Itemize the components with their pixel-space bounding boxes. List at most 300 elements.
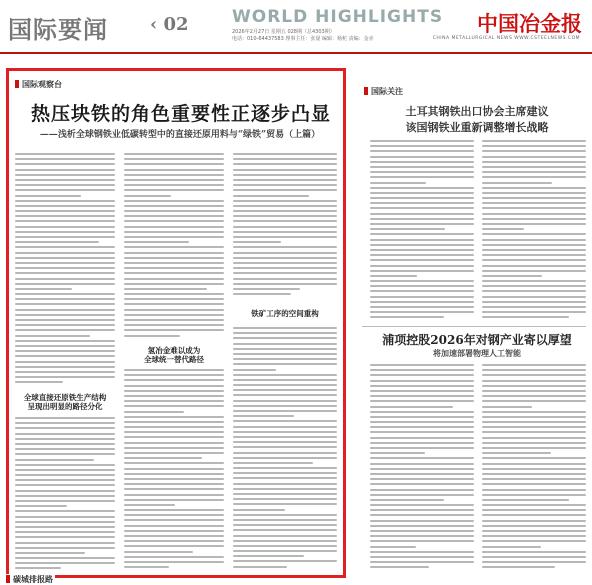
text-line (482, 140, 586, 142)
text-line (482, 161, 586, 163)
text-line (482, 442, 586, 444)
text-line (370, 364, 474, 366)
text-line (15, 278, 115, 280)
text-line (124, 293, 224, 295)
text-line (233, 369, 276, 371)
text-line (124, 499, 224, 501)
text-line (482, 431, 586, 433)
text-line (15, 542, 115, 544)
text-line (15, 448, 115, 450)
text-line (233, 477, 337, 479)
text-line (15, 531, 115, 533)
feature-subheadline: ——浅析全球钢铁业低碳转型中的直接还原用料与“绿铁”贸易（上篇） (39, 130, 321, 140)
body-text-col1-b (15, 417, 115, 573)
text-line (233, 158, 337, 160)
text-line (233, 498, 337, 500)
text-line (370, 416, 474, 418)
text-line (233, 226, 337, 228)
text-line (124, 411, 184, 413)
text-line (124, 509, 224, 511)
text-line (482, 457, 586, 459)
text-line (15, 169, 115, 171)
issue-info (232, 29, 374, 43)
text-line (233, 169, 337, 171)
text-line (482, 416, 586, 418)
text-line (370, 504, 474, 506)
text-line (124, 494, 224, 496)
text-line (124, 452, 224, 454)
text-line (15, 174, 115, 176)
text-line (15, 453, 115, 455)
text-line (233, 262, 337, 264)
text-line (482, 207, 586, 209)
text-line (233, 153, 337, 155)
text-line (233, 189, 337, 191)
text-line (124, 514, 224, 516)
text-line (15, 567, 61, 569)
text-line (124, 379, 224, 381)
text-line (482, 520, 586, 522)
text-line (482, 301, 586, 303)
text-line (124, 246, 224, 248)
text-line (233, 389, 337, 391)
text-line (15, 309, 115, 311)
text-line (482, 275, 542, 277)
text-line (370, 400, 474, 402)
text-line (370, 275, 417, 277)
text-line (15, 521, 115, 523)
text-line (124, 462, 224, 464)
text-line (124, 504, 175, 506)
text-line (482, 369, 586, 371)
text-line (15, 303, 115, 305)
masthead (0, 0, 592, 54)
text-line (124, 540, 224, 542)
text-line (370, 509, 474, 511)
text-line (370, 290, 474, 292)
text-line (482, 380, 586, 382)
text-line (482, 566, 555, 568)
text-line (233, 488, 337, 490)
text-line (15, 427, 115, 429)
text-line (370, 478, 474, 480)
text-line (482, 145, 586, 147)
text-line (124, 483, 224, 485)
text-line (15, 252, 115, 254)
text-line (124, 457, 202, 459)
text-line (124, 267, 224, 269)
text-line (482, 311, 586, 313)
text-line (482, 156, 586, 158)
text-line (15, 215, 115, 217)
text-line (233, 205, 337, 207)
text-line (370, 525, 474, 527)
text-line (233, 550, 337, 552)
text-line (370, 483, 474, 485)
text-line (15, 189, 115, 191)
text-line (482, 540, 586, 542)
text-line (15, 236, 115, 238)
text-line (124, 369, 224, 371)
text-line (233, 358, 337, 360)
text-line (124, 278, 224, 280)
text-line (233, 446, 337, 448)
text-line (15, 195, 81, 197)
text-line (124, 426, 224, 428)
text-line (15, 552, 85, 554)
text-line (124, 416, 224, 418)
article-posco-subtitle: 将加速部署物理人工智能 (433, 348, 521, 358)
text-line (233, 420, 337, 422)
text-line (15, 220, 115, 222)
text-line (370, 385, 474, 387)
text-line (124, 205, 224, 207)
text-line (233, 452, 337, 454)
newspaper-logo-subtitle: CHINA METALLURGICAL NEWS WWW.CSTEELNEWS.COM (432, 36, 580, 41)
body-text-col2-a (124, 153, 224, 343)
text-line (370, 463, 474, 465)
text-line (124, 335, 180, 337)
text-line (124, 158, 224, 160)
text-line (124, 210, 224, 212)
text-line (482, 166, 586, 168)
text-line (482, 254, 586, 256)
text-line (370, 442, 474, 444)
right-column-tag: 国际关注 (364, 86, 403, 97)
text-line (370, 437, 474, 439)
text-line (233, 278, 337, 280)
text-line (370, 494, 474, 496)
section-title-hydrogen-metallurgy: 氢冶金难以成为 全球统一替代路径 (144, 346, 204, 364)
body-text-col2-b (124, 369, 224, 573)
text-line (15, 241, 99, 243)
text-line (124, 390, 224, 392)
text-line (15, 490, 115, 492)
text-line (482, 437, 586, 439)
text-line (124, 200, 224, 202)
text-line (482, 483, 586, 485)
text-line (15, 433, 115, 435)
text-line (233, 560, 337, 562)
text-line (15, 179, 115, 181)
text-line (233, 384, 337, 386)
text-line (233, 327, 337, 329)
text-line (233, 236, 337, 238)
feature-article[interactable] (6, 68, 346, 578)
text-line (370, 171, 474, 173)
text-line (15, 163, 115, 165)
text-line (15, 283, 115, 285)
text-line (370, 197, 474, 199)
text-line (15, 381, 63, 383)
text-line (233, 215, 337, 217)
text-line (15, 547, 115, 549)
text-line (233, 293, 291, 295)
text-line (482, 556, 586, 558)
text-line (124, 566, 169, 568)
text-line (233, 348, 337, 350)
text-line (124, 556, 224, 558)
text-line (124, 298, 224, 300)
text-line (233, 195, 309, 197)
world-highlights-label: WORLD HIGHLIGHTS (232, 7, 444, 27)
text-line (482, 244, 586, 246)
text-line (15, 474, 115, 476)
text-line (124, 431, 224, 433)
text-line (124, 189, 224, 191)
text-line (15, 536, 115, 538)
text-line (15, 464, 115, 466)
text-line (124, 478, 224, 480)
text-line (233, 246, 337, 248)
text-line (482, 197, 586, 199)
text-line (370, 369, 474, 371)
text-line (482, 223, 586, 225)
article-turkey-text-left (370, 140, 474, 325)
text-line (370, 452, 425, 454)
article-turkey-steel-title[interactable]: 土耳其钢铁出口协会主席建议 该国钢铁业重新调整增长战略 (405, 105, 549, 134)
text-line (15, 526, 115, 528)
text-line (370, 546, 416, 548)
text-line (482, 218, 586, 220)
text-line (15, 355, 115, 357)
text-line (482, 374, 586, 376)
text-line (370, 161, 474, 163)
article-divider (362, 326, 586, 327)
text-line (124, 236, 224, 238)
text-line (233, 457, 337, 459)
text-line (124, 488, 224, 490)
text-line (124, 288, 207, 290)
text-line (370, 306, 474, 308)
text-line (15, 376, 115, 378)
text-line (124, 519, 224, 521)
text-line (15, 272, 115, 274)
text-line (124, 405, 224, 407)
text-line (233, 288, 300, 290)
text-line (233, 410, 337, 412)
text-line (370, 296, 474, 298)
text-line (124, 436, 224, 438)
text-line (370, 499, 444, 501)
text-line (370, 426, 474, 428)
text-line (233, 426, 337, 428)
text-line (370, 468, 474, 470)
feature-headline: 热压块铁的角色重要性正逐步凸显 (30, 103, 331, 125)
text-line (124, 169, 224, 171)
text-line (15, 231, 115, 233)
text-line (370, 421, 474, 423)
text-line (15, 288, 72, 290)
text-line (233, 272, 337, 274)
text-line (124, 283, 224, 285)
text-line (233, 540, 337, 542)
text-line (482, 280, 586, 282)
text-line (15, 153, 115, 155)
text-line (124, 314, 224, 316)
text-line (370, 566, 429, 568)
text-line (233, 483, 337, 485)
text-line (370, 285, 474, 287)
text-line (124, 303, 224, 305)
text-line (233, 436, 337, 438)
text-line (233, 493, 337, 495)
text-line (124, 447, 224, 449)
text-line (370, 187, 474, 189)
text-line (370, 176, 474, 178)
text-line (482, 421, 586, 423)
text-line (482, 290, 586, 292)
text-line (124, 252, 224, 254)
text-line (15, 335, 90, 337)
text-line (370, 254, 474, 256)
text-line (233, 363, 337, 365)
text-line (482, 468, 586, 470)
text-line (482, 364, 586, 366)
text-line (15, 246, 115, 248)
text-line (370, 244, 474, 246)
text-line (370, 182, 426, 184)
text-line (482, 385, 586, 387)
text-line (370, 561, 474, 563)
text-line (370, 447, 474, 449)
text-line (124, 220, 224, 222)
section-title-production-structure: 全球直接还原铁生产结构 呈现出明显的路径分化 (23, 393, 107, 411)
bottom-column-tag: 碳城排报路 (4, 574, 55, 585)
text-line (15, 350, 115, 352)
article-turkey-text-right (482, 140, 586, 325)
text-line (233, 220, 337, 222)
text-line (370, 228, 445, 230)
text-line (482, 192, 586, 194)
issue-line-1: 2026年2月27日 星期五 028期（总4303期） (232, 29, 335, 35)
text-line (370, 457, 474, 459)
text-line (233, 509, 285, 511)
text-line (233, 524, 337, 526)
body-text-col3-a (233, 153, 337, 303)
text-line (15, 267, 115, 269)
text-line (370, 374, 474, 376)
text-line (233, 545, 337, 547)
text-line (482, 447, 586, 449)
text-line (124, 442, 224, 444)
text-line (124, 272, 224, 274)
text-line (124, 195, 171, 197)
text-line (370, 395, 474, 397)
text-line (233, 241, 281, 243)
text-line (124, 324, 224, 326)
text-line (482, 535, 586, 537)
text-line (15, 495, 115, 497)
section-title-iron-ore-restructuring: 铁矿工序的空间重构 (251, 309, 319, 318)
text-line (482, 546, 541, 548)
text-line (370, 406, 453, 408)
text-line (233, 400, 337, 402)
text-line (233, 415, 294, 417)
text-line (233, 337, 337, 339)
text-line (482, 239, 586, 241)
text-line (482, 504, 586, 506)
text-line (370, 166, 474, 168)
text-line (233, 210, 337, 212)
feature-column-tag: 国际观察台 (15, 79, 62, 90)
page-number: ‹ 02 (150, 14, 189, 35)
text-line (15, 262, 115, 264)
text-line (482, 411, 586, 413)
text-line (370, 233, 474, 235)
text-line (482, 390, 586, 392)
text-line (370, 259, 474, 261)
text-line (124, 400, 224, 402)
text-line (15, 516, 115, 518)
text-line (370, 280, 474, 282)
text-line (124, 468, 224, 470)
text-line (233, 332, 337, 334)
text-line (482, 499, 569, 501)
text-line (15, 319, 115, 321)
text-line (124, 163, 224, 165)
text-line (482, 514, 586, 516)
text-line (370, 411, 474, 413)
text-line (482, 233, 586, 235)
text-line (233, 462, 313, 464)
text-line (233, 514, 337, 516)
text-line (233, 535, 337, 537)
article-posco-title[interactable]: 浦项控股2026年对钢产业寄以厚望 (382, 333, 572, 347)
text-line (482, 530, 586, 532)
text-line (482, 400, 586, 402)
text-line (370, 249, 474, 251)
text-line (233, 467, 337, 469)
text-line (370, 270, 474, 272)
text-line (15, 366, 115, 368)
text-line (15, 324, 115, 326)
text-line (370, 535, 474, 537)
text-line (15, 184, 115, 186)
text-line (233, 519, 337, 521)
text-line (124, 374, 224, 376)
text-line (124, 309, 224, 311)
text-line (233, 472, 337, 474)
text-line (482, 509, 586, 511)
text-line (233, 555, 304, 557)
text-line (370, 156, 474, 158)
text-line (482, 426, 586, 428)
text-line (233, 405, 337, 407)
text-line (124, 184, 224, 186)
text-line (233, 441, 337, 443)
text-line (15, 479, 115, 481)
text-line (233, 163, 337, 165)
text-line (482, 187, 586, 189)
text-line (15, 158, 115, 160)
text-line (233, 252, 337, 254)
text-line (482, 285, 586, 287)
text-line (124, 153, 224, 155)
text-line (233, 231, 337, 233)
text-line (370, 473, 474, 475)
text-line (370, 145, 474, 147)
text-line (124, 530, 224, 532)
article-posco-text-left (370, 364, 474, 576)
body-text-col3-b (233, 327, 337, 573)
body-text-col1-a (15, 153, 115, 389)
text-line (233, 566, 287, 568)
text-line (15, 459, 94, 461)
text-line (370, 540, 474, 542)
text-line (482, 551, 586, 553)
text-line (15, 200, 115, 202)
